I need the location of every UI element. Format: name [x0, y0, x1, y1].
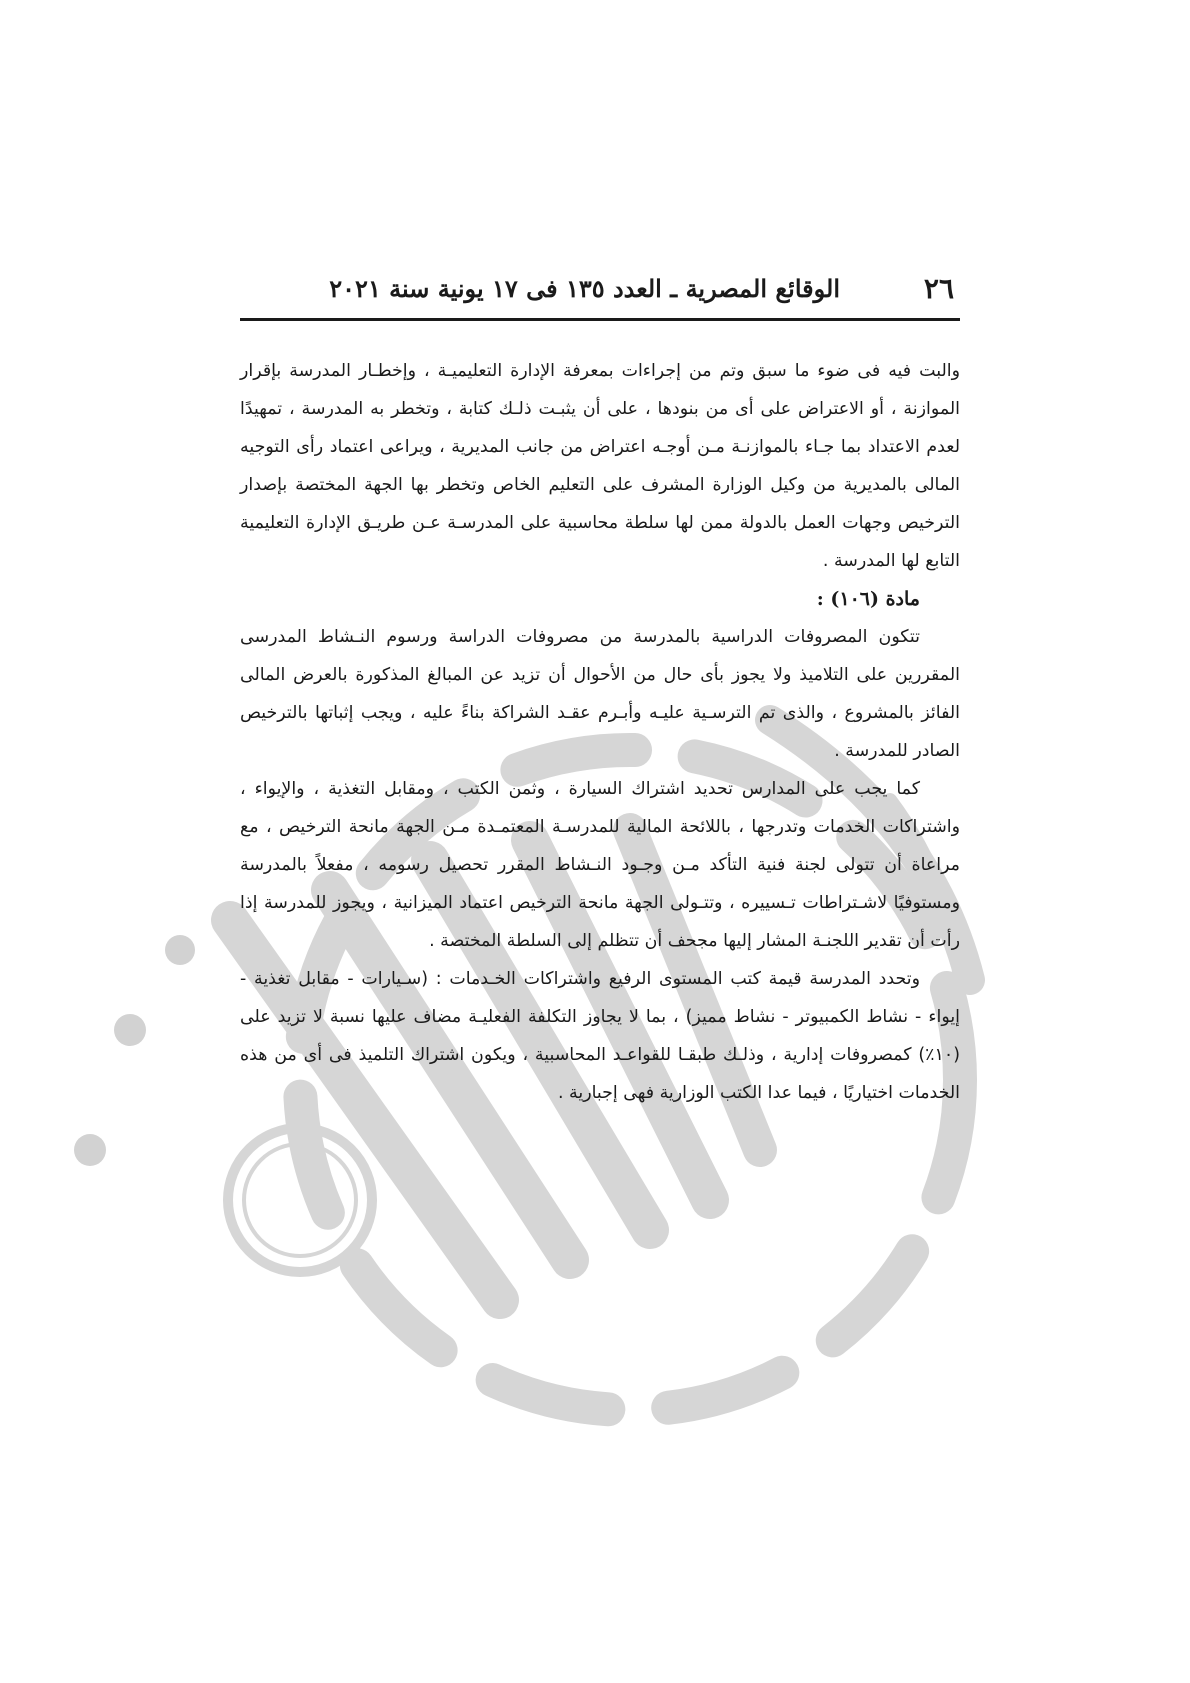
header-divider	[240, 318, 960, 321]
paragraph-1: والبت فيه فى ضوء ما سبق وتم من إجراءات بمعرفة الإدارة التعليميـة ، وإخطـار المدرسة بإقرار الموازنة ، أو الاعتراض على أى من بنودها ، على أن يثبـت ذلـك كتابة ، وتخطر به المدرسة ، تمهيدًا لعدم الاعتداد بما جـاء بالموازنـة مـن أوجـه اعتراض من جانب المديرية ، ويراعى اعتماد رأى التوجيه المالى بالمديرية من وكيل الوزارة المشرف على التعليم الخاص وتخطر بها الجهة المختصة بإصدار الترخيص وجهات العمل بالدولة ممن لها سلطة محاسبية على المدرسـة عـن طريـق الإدارة التعليمية التابع لها المدرسة .	[240, 361, 960, 571]
page-number: ٢٦	[923, 272, 954, 305]
page-header	[240, 272, 960, 312]
paragraph-3: كما يجب على المدارس تحديد اشتراك السيارة ، وثمن الكتب ، ومقابل التغذية ، والإيواء ، واشتراكات الخدمات وتدرجها ، باللائحة المالية للمدرسـة المعتمـدة مـن الجهة مانحة الترخيص ، مع مراعاة أن تتولى لجنة فنية التأكد مـن وجـود النـشاط المقرر تحصيل رسومه ، مفعلاً بالمدرسة ومستوفيًا لاشـتراطات تـسييره ، وتتـولى الجهة مانحة الترخيص اعتماد الميزانية ، ويجوز للمدرسة إذا رأت أن تقدير اللجنـة المشار إليها مجحف أن تتظلم إلى السلطة المختصة .	[240, 779, 960, 951]
article-heading: مادة (١٠٦) :	[816, 588, 920, 610]
gazette-title: الوقائع المصرية ـ العدد ١٣٥ فى ١٧ يونية سنة ٢٠٢١	[329, 274, 840, 303]
document-body	[240, 352, 960, 1112]
paragraph-2: تتكون المصروفات الدراسية بالمدرسة من مصروفات الدراسة ورسوم النـشاط المدرسى المقررين على التلاميذ ولا يجوز بأى حال من الأحوال أن تزيد عن المبالغ المذكورة بالعرض المالى الفائز بالمشروع ، والذى تم الترسـية عليـه وأبـرم عقـد الشراكة بناءً عليه ، ويجب إثباتها بالترخيص الصادر للمدرسة .	[240, 627, 960, 761]
document-page	[240, 0, 960, 1683]
paragraph-4: وتحدد المدرسة قيمة كتب المستوى الرفيع واشتراكات الخـدمات : (سـيارات - مقابل تغذية - إيواء - نشاط الكمبيوتر - نشاط مميز) ، بما لا يجاوز التكلفة الفعليـة مضاف عليها نسبة لا تزيد على (١٠٪) كمصروفات إدارية ، وذلـك طبقـا للقواعـد المحاسبية ، ويكون اشتراك التلميذ فى أى من هذه الخدمات اختياريًا ، فيما عدا الكتب الوزارية فهى إجبارية .	[240, 969, 960, 1103]
